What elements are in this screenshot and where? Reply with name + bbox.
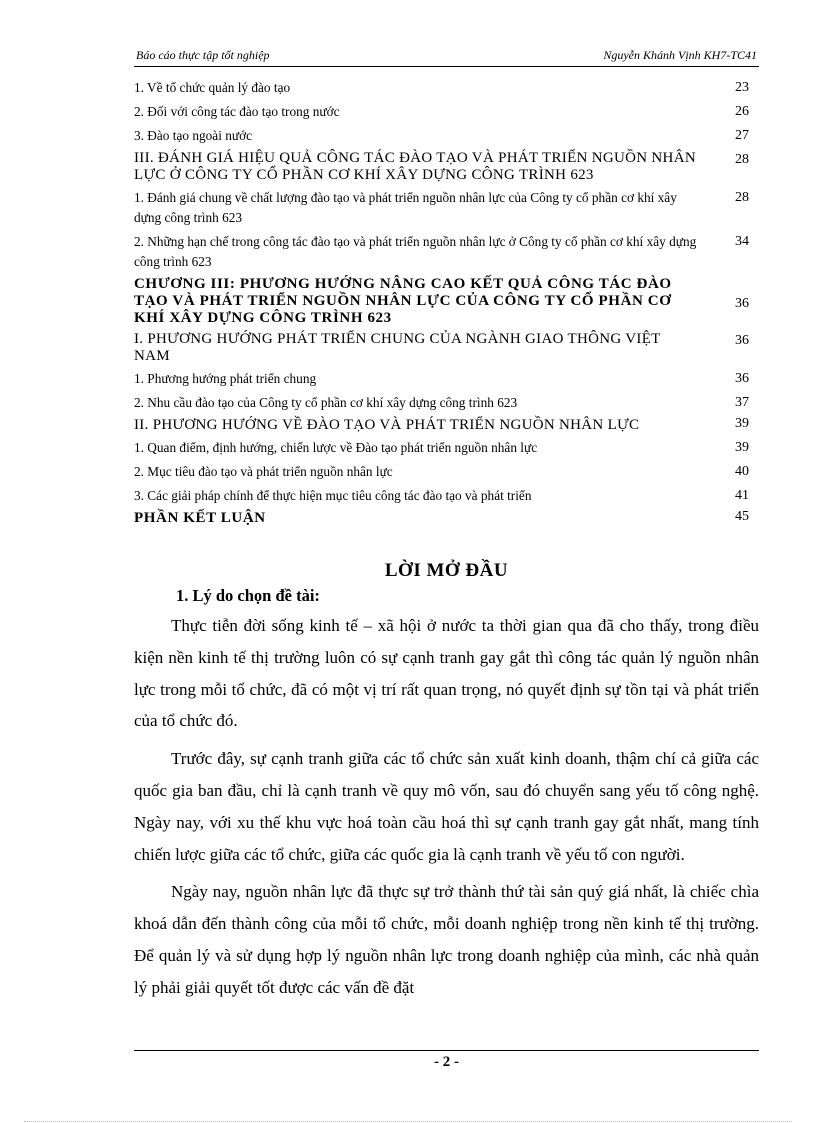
toc-entry-page: 39 [735,416,749,431]
toc-entry-page: 23 [735,80,749,95]
toc-entry[interactable] [134,78,759,98]
toc-entry-title: 3. Đào tạo ngoài nước [134,128,252,143]
header-author: Nguyễn Khánh Vịnh KH7-TC41 [603,48,757,62]
toc-entry[interactable] [134,276,759,327]
toc-entry-title: III. ĐÁNH GIÁ HIỆU QUẢ CÔNG TÁC ĐÀO TẠO VÀ PHÁT TRIỂN NGUỒN NHÂN LỰC Ở CÔNG TY CỔ PHẦN CƠ KHÍ XÂY DỰNG CÔNG TRÌNH 623 [134,150,696,183]
toc-entry-page: 37 [735,395,749,410]
toc-entry-title: 2. Nhu cầu đào tạo của Công ty cổ phần cơ khí xây dựng công trình 623 [134,395,518,410]
toc-entry-page: 36 [735,295,749,311]
table-of-contents [134,78,759,531]
toc-entry-page: 39 [735,440,749,455]
toc-entry[interactable] [134,417,759,434]
toc-entry-title: 1. Về tổ chức quản lý đào tạo [134,80,291,95]
toc-entry-page: 36 [735,371,749,386]
toc-entry[interactable] [134,126,759,146]
section-subheading: 1. Lý do chọn đề tài: [176,586,320,605]
toc-entry[interactable] [134,331,759,365]
toc-entry[interactable] [134,462,759,482]
toc-entry-page: 26 [735,104,749,119]
toc-entry-page: 27 [735,128,749,143]
toc-entry[interactable] [134,438,759,458]
toc-entry[interactable] [134,188,759,228]
toc-entry-title: 2. Mục tiêu đào tạo và phát triển nguồn nhân lực [134,464,393,479]
toc-entry[interactable] [134,232,759,272]
paragraph: Thực tiễn đời sống kinh tế – xã hội ở nước ta thời gian qua đã cho thấy, trong điều kiện nền kinh tế thị trường luôn có sự cạnh tranh gay gắt thì công tác quản lý nguồn nhân lực trong mỗi tổ chức, đã có một vị trí rất quan trọng, nó quyết định sự tồn tại và phát triển của tổ chức đó. [134,616,759,731]
toc-entry-title: 1. Đánh giá chung về chất lượng đào tạo và phát triển nguồn nhân lực của Công ty cổ phần cơ khí xây dựng công trình 623 [134,190,677,225]
toc-entry-title: PHẦN KẾT LUẬN [134,510,266,526]
toc-entry[interactable] [134,486,759,506]
toc-entry-title: CHƯƠNG III: PHƯƠNG HƯỚNG NÂNG CAO KẾT QUẢ CÔNG TÁC ĐÀO TẠO VÀ PHÁT TRIỂN NGUỒN NHÂN LỰC CỦA CÔNG TY CỔ PHẦN CƠ KHÍ XÂY DỰNG CÔNG TRÌNH 623 [134,276,672,326]
toc-entry-title: 1. Quan điểm, định hướng, chiến lược về Đào tạo phát triển nguồn nhân lực [134,440,538,455]
toc-entry-page: 34 [735,234,749,249]
page-bottom-border [24,1121,792,1122]
toc-entry-page: 41 [735,488,749,503]
paragraph: Ngày nay, nguồn nhân lực đã thực sự trở thành thứ tài sản quý giá nhất, là chiếc chìa khoá dẫn đến thành công của mỗi tổ chức, mỗi doanh nghiệp trong nền kinh tế thị trường. Để quản lý và sử dụng hợp lý nguồn nhân lực trong doanh nghiệp của mình, các nhà quản lý phải giải quyết tốt được các vấn đề đặt [134,882,759,997]
toc-entry-page: 36 [735,333,749,348]
toc-entry-page: 28 [735,152,749,167]
toc-entry-title: I. PHƯƠNG HƯỚNG PHÁT TRIỂN CHUNG CỦA NGÀNH GIAO THÔNG VIỆT NAM [134,331,661,364]
paragraph: Trước đây, sự cạnh tranh giữa các tổ chức sản xuất kinh doanh, thậm chí cả giữa các quốc gia ban đầu, chỉ là cạnh tranh về quy mô vốn, sau đó chuyển sang yếu tố công nghệ. Ngày nay, với xu thế khu vực hoá toàn cầu hoá thì sự cạnh tranh gay gắt nhất, mang tính chiến lược giữa các tổ chức, giữa các quốc gia là cạnh tranh về yếu tố con người. [134,749,759,864]
toc-entry[interactable] [134,102,759,122]
body-text [134,610,759,1010]
toc-entry-title: 3. Các giải pháp chính để thực hiện mục tiêu công tác đào tạo và phát triển [134,488,532,503]
toc-entry-page: 28 [735,190,749,205]
toc-entry-title: 2. Đối với công tác đào tạo trong nước [134,104,340,119]
footer-divider [134,1050,759,1051]
toc-entry-title: 1. Phương hướng phát triển chung [134,371,317,386]
toc-entry[interactable] [134,393,759,413]
toc-entry-title: 2. Những hạn chế trong công tác đào tạo và phát triển nguồn nhân lực ở Công ty cổ phần cơ khí xây dựng công trình 623 [134,234,697,269]
toc-entry[interactable] [134,510,759,527]
toc-entry-page: 45 [735,509,749,524]
toc-entry[interactable] [134,150,759,184]
section-title: LỜI MỞ ĐẦU [384,560,509,581]
toc-entry-page: 40 [735,464,749,479]
header-report-title: Báo cáo thực tập tốt nghiệp [136,48,270,62]
page-header [134,46,759,67]
page-number: - 2 - [434,1054,459,1070]
toc-entry-title: II. PHƯƠNG HƯỚNG VỀ ĐÀO TẠO VÀ PHÁT TRIỂN NGUỒN NHÂN LỰC [134,417,640,433]
toc-entry[interactable] [134,369,759,389]
